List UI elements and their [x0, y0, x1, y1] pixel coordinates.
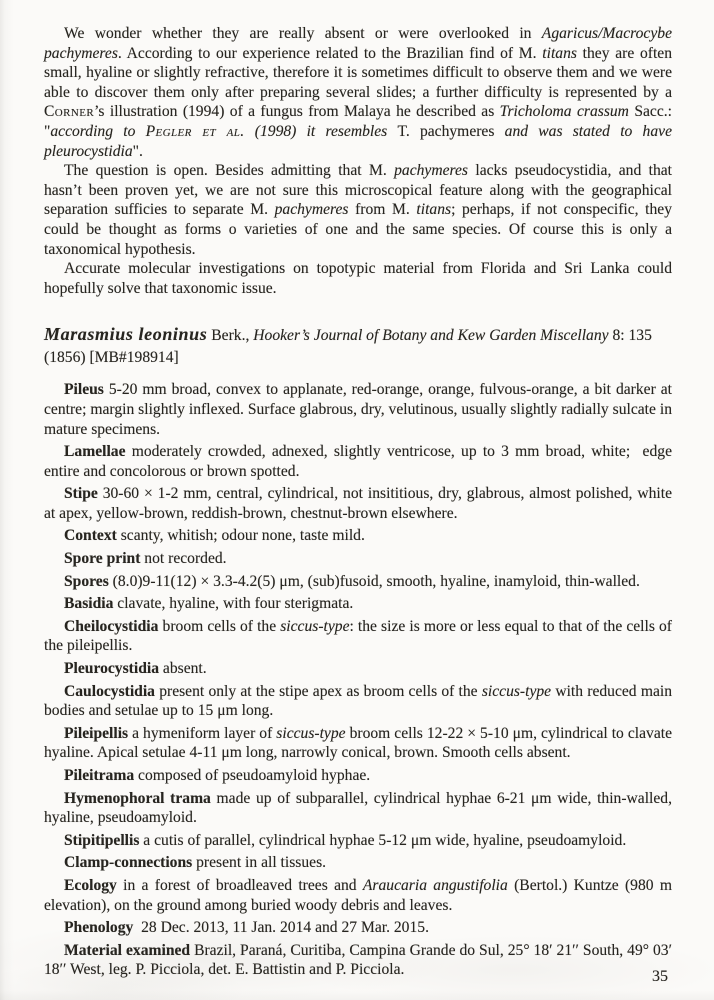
text-run: according to — [50, 122, 146, 140]
text-run: Berk., — [207, 327, 254, 345]
text-run: pachymeres — [394, 162, 468, 180]
text-run: ". — [132, 142, 143, 160]
text-run: Araucaria angustifolia — [362, 876, 508, 894]
description-paragraph — [44, 380, 672, 439]
description-paragraph — [44, 876, 672, 915]
text-run: Hymenophoral trama — [64, 789, 211, 807]
text-run: present only at the stipe apex as broom cells of the — [154, 682, 482, 700]
text-run: Sacc.: " — [44, 103, 672, 140]
description-paragraph — [44, 918, 672, 938]
text-run: Brazil, Paraná, Curitiba, Campina Grande do Sul, 25° 18′ 21′′ South, 49° 03′ 18′′ West, leg. P. Picciola, det. E. Battistin and P. Picciola. — [44, 941, 672, 979]
text-run: Pleurocystidia — [64, 660, 160, 678]
text-run: Marasmius leoninus — [44, 324, 208, 345]
description-paragraph — [44, 617, 672, 656]
species-heading — [44, 323, 672, 369]
text-run: Stipe — [64, 485, 98, 503]
text-run: 28 Dec. 2013, 11 Jan. 2014 and 27 Mar. 2015. — [133, 919, 429, 937]
text-run: not recorded. — [140, 550, 227, 568]
text-run: Spore print — [64, 550, 141, 568]
text-run: . According to our experience related to the Brazilian find of M. — [117, 44, 543, 62]
text-run: absent. — [159, 660, 207, 678]
description-paragraph — [44, 724, 672, 763]
text-run: The question is open. Besides admitting that M. — [64, 162, 395, 180]
text-run: they are often small, hyaline or slightly refractive, therefore it is sometimes difficult to observe them and we were able to discover them only after preparing several slides; a further difficulty is represented by a — [44, 44, 672, 101]
text-run: siccus-type — [276, 724, 346, 742]
text-run: Clamp-connections — [64, 854, 193, 872]
description-paragraph — [44, 831, 672, 851]
text-run: ; perhaps, if not conspecific, they could be thought as forms o varieties of one and the same species. Of course this is only a taxonomical hypothesis. — [44, 201, 673, 258]
description-paragraph — [44, 572, 672, 592]
text-run: siccus-type — [280, 617, 350, 635]
text-run: Pileitrama — [64, 767, 135, 784]
text-run: Pegler et al. — [145, 122, 245, 140]
text-run: ’s illustration (1994) of a fungus from Malaya he described as — [94, 103, 500, 121]
text-run: broom cells 12-22 × 5-10 μm, cylindrical to clavate hyaline. Apical setulae 4-11 μm long, narrowly conical, brown. Smooth cells absent. — [44, 724, 672, 762]
text-run: clavate, hyaline, with four sterigmata. — [113, 595, 354, 613]
description-paragraph — [44, 442, 672, 481]
description-paragraph — [44, 549, 672, 569]
text-run: composed of pseudoamyloid hyphae. — [134, 767, 371, 784]
body-paragraph — [44, 24, 672, 161]
text-run: present in all tissues. — [192, 854, 327, 872]
text-run: Agaricus/Macrocybe pachymeres — [44, 25, 672, 62]
description-paragraph — [44, 941, 672, 980]
text-run: scanty, whitish; odour none, taste mild. — [116, 527, 365, 545]
description-paragraph — [44, 766, 672, 786]
text-run: (Bertol.) Kuntze (980 m elevation), on the ground among buried woody debris and leaves. — [44, 876, 672, 914]
text-run: Ecology — [64, 876, 117, 894]
text-run: made up of subparallel, cylindrical hyphae 6-21 μm wide, thin-walled, hyaline, pseudoamyloid. — [44, 789, 672, 827]
text-run: and was stated to have pleurocystidia — [44, 122, 672, 160]
description-paragraph — [44, 526, 672, 546]
text-run: Lamellae — [64, 443, 126, 461]
text-run: pachymeres — [274, 201, 349, 219]
text-run: T. pachymeres — [397, 122, 495, 140]
text-run: titans — [416, 201, 452, 219]
description-paragraph — [44, 853, 672, 873]
text-run: siccus-type — [481, 682, 552, 700]
text-run: lacks pseudocystidia, and that hasn’t been proven yet, we are not sure this microscopical feature along with the geographical separation sufficies to separate M. — [44, 162, 672, 219]
text-run: (1998) it resembles — [244, 122, 398, 140]
text-run: Pileipellis — [64, 724, 129, 742]
body-paragraph — [44, 259, 672, 298]
text-run: a hymeniform layer of — [128, 724, 277, 742]
text-run: Hooker’s Journal of Botany and Kew Garden Miscellany — [253, 327, 609, 345]
text-run: Caulocystidia — [64, 682, 155, 700]
text-run: broom cells of the — [158, 617, 281, 635]
text-run: Context — [64, 527, 117, 545]
text-run: Stipitipellis — [64, 831, 140, 849]
text-run: Pileus — [64, 381, 104, 399]
description-paragraph — [44, 659, 672, 679]
text-run: Corner — [44, 103, 95, 121]
text-run: moderately crowded, adnexed, slightly ventricose, up to 3 mm broad, white; edge entire and concolorous or brown spotted. — [44, 443, 672, 480]
text-run: We wonder whether they are really absent or were overlooked in — [64, 25, 542, 42]
body-paragraph — [44, 161, 672, 259]
text-run: Material examined — [64, 941, 191, 959]
text-run: from M. — [348, 201, 417, 219]
text-run: Basidia — [64, 595, 114, 613]
text-run: Cheilocystidia — [64, 617, 159, 635]
text-run: Accurate molecular investigations on topotypic material from Florida and Sri Lanka could hopefully solve that taxonomic issue. — [44, 260, 672, 297]
text-column — [44, 24, 672, 980]
text-run: (8.0)9-11(12) × 3.3-4.2(5) μm, (sub)fusoid, smooth, hyaline, inamyloid, thin-walled. — [108, 572, 640, 590]
description-paragraph — [44, 484, 672, 523]
description-paragraph — [44, 594, 672, 614]
text-run: 30-60 × 1-2 mm, central, cylindrical, not insititious, dry, glabrous, almost polished, white at apex, yellow-brown, reddish-brown, chestnut-brown elsewhere. — [44, 485, 672, 522]
text-run: 8: 135 (1856) [MB#198914] — [44, 327, 652, 367]
description-paragraph — [44, 682, 672, 721]
text-run: 5-20 mm broad, convex to applanate, red-orange, orange, fulvous-orange, a bit darker at centre; margin slightly inflexed. Surface glabrous, dry, velutinous, usually slightly radially sulcate in mature specimens. — [44, 381, 672, 438]
text-run: titans — [542, 44, 577, 62]
text-run: Phenology — [64, 919, 134, 937]
text-run: in a forest of broadleaved trees and — [116, 876, 363, 894]
text-run: Tricholoma crassum — [499, 103, 629, 121]
text-run: with reduced main bodies and setulae up to 15 μm long. — [44, 682, 673, 720]
description-paragraph — [44, 789, 672, 828]
text-run: Spores — [64, 572, 109, 590]
text-run: a cutis of parallel, cylindrical hyphae 5-12 μm wide, hyaline, pseudoamyloid. — [139, 831, 627, 849]
page-number: 35 — [652, 968, 668, 985]
text-run: : the size is more or less equal to that of the cells of the pileipellis. — [44, 617, 672, 655]
